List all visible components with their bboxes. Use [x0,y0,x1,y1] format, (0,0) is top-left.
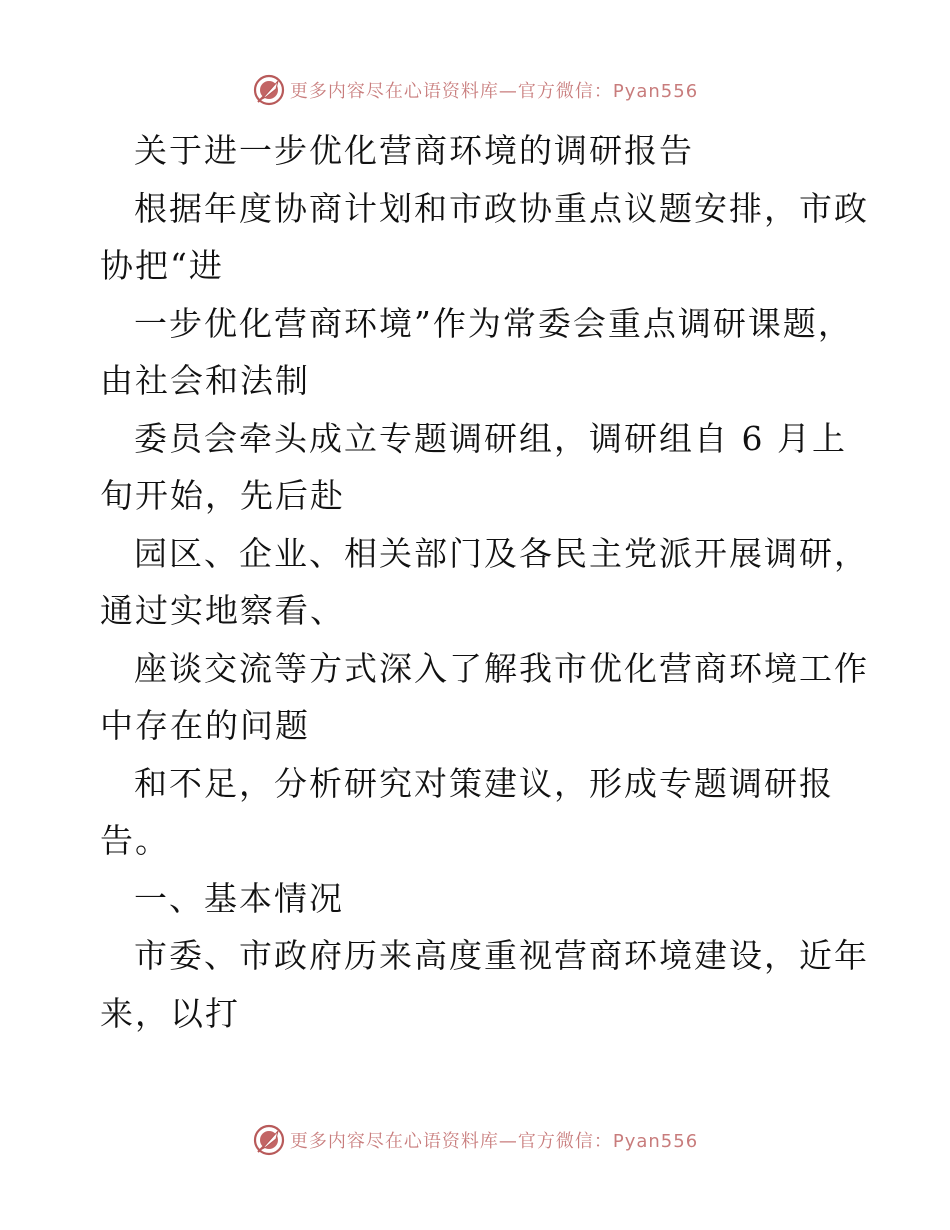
paragraph-line: 园区、企业、相关部门及各民主党派开展调研， [134,533,869,573]
header-banner [0,70,950,110]
paragraph-line: 通过实地察看、 [100,591,345,630]
footer-banner [0,1120,950,1160]
header-banner-text: 更多内容尽在心语资料库—官方微信：Pyan556 [289,81,699,102]
document-body [100,122,869,1042]
paragraph-line: 来，以打 [100,993,240,1033]
paragraph-line: 中存在的问题 [100,706,310,745]
paragraph-line: 根据年度协商计划和市政协重点议题安排，市政 [134,188,869,228]
paragraph-line: 一步优化营商环境”作为常委会重点调研课题， [134,303,853,343]
paragraph-line: 协把“进 [100,246,224,285]
quill-pen-logo-icon [252,73,286,107]
paragraph-line: 委员会牵头成立专题调研组，调研组自 6 月上 [134,418,847,458]
paragraph-line: 座谈交流等方式深入了解我市优化营商环境工作 [134,648,869,688]
document-title: 关于进一步优化营商环境的调研报告 [134,131,694,170]
paragraph-line: 告。 [100,821,170,860]
paragraph-line: 和不足，分析研究对策建议，形成专题调研报 [134,763,834,803]
paragraph-line: 市委、市政府历来高度重视营商环境建设，近年 [134,936,869,975]
section-heading: 一、基本情况 [134,878,344,918]
quill-pen-logo-icon [252,1123,286,1157]
paragraph-line: 由社会和法制 [100,361,310,400]
paragraph-line: 旬开始，先后赴 [100,476,345,515]
footer-banner-text: 更多内容尽在心语资料库—官方微信：Pyan556 [289,1131,699,1152]
